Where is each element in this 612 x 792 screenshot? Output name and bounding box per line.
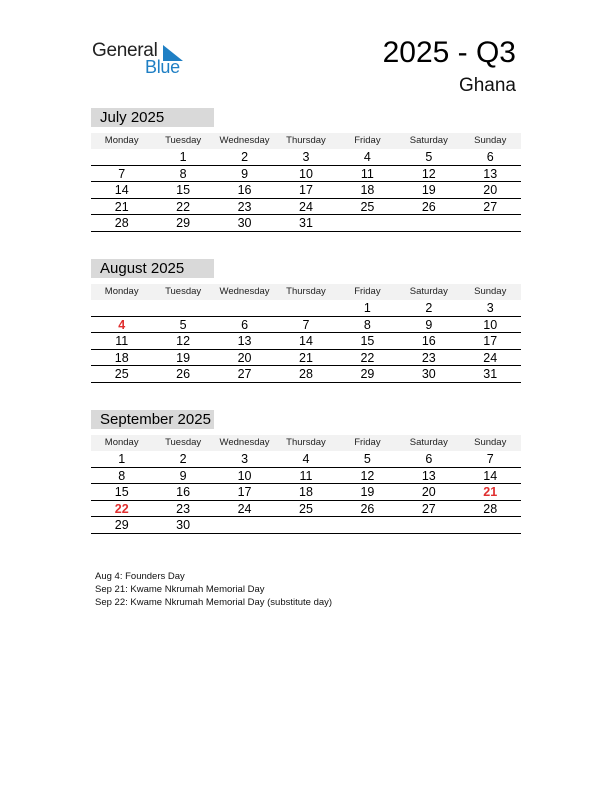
day-cell: 18 [299, 485, 313, 499]
day-cell: 12 [421, 166, 436, 181]
day-cell: 24 [237, 501, 252, 516]
weekday-label: Sunday [474, 135, 507, 146]
weekday-label: Thursday [286, 286, 326, 297]
day-cell: 13 [237, 334, 252, 348]
weekday-label: Saturday [409, 135, 448, 146]
day-cell: 17 [237, 485, 252, 499]
day-cell: 26 [421, 199, 436, 214]
day-cell: 23 [237, 199, 252, 214]
month-title: August 2025 [91, 259, 214, 278]
day-cell: 6 [425, 452, 433, 466]
empty-day-cell [214, 517, 275, 533]
day-cell: 31 [483, 367, 498, 381]
empty-day-cell [337, 517, 398, 533]
day-cell: 30 [176, 518, 191, 532]
day-cell: 1 [363, 301, 371, 315]
day-cell: 6 [486, 150, 494, 164]
day-cell: 17 [483, 334, 498, 348]
day-cell: 5 [425, 150, 433, 164]
day-cell: 22 [114, 501, 129, 516]
day-cell: 25 [114, 367, 129, 381]
weekday-label: Monday [104, 286, 139, 297]
day-cell: 24 [299, 199, 313, 214]
day-cell: 9 [179, 468, 187, 483]
day-cell: 12 [360, 468, 375, 483]
day-cell: 15 [360, 334, 375, 348]
day-cell: 2 [179, 452, 187, 466]
day-cell: 21 [299, 350, 313, 365]
weekday-label: Saturday [409, 437, 448, 448]
day-cell: 14 [483, 468, 498, 483]
weekday-header-row [91, 435, 521, 451]
week-row [91, 333, 521, 350]
day-cell: 20 [483, 183, 498, 197]
weekday-label: Monday [104, 135, 139, 146]
day-cell: 29 [114, 518, 129, 532]
day-cell: 1 [118, 452, 126, 466]
day-cell: 4 [118, 317, 126, 332]
day-cell: 27 [421, 501, 436, 516]
weekday-label: Sunday [474, 437, 507, 448]
day-cell: 7 [486, 452, 494, 466]
day-cell: 11 [299, 468, 313, 483]
day-cell: 13 [483, 166, 498, 181]
month-title: July 2025 [91, 108, 214, 127]
day-cell: 7 [302, 317, 310, 332]
day-cell: 21 [483, 485, 498, 499]
empty-day-cell [214, 300, 275, 316]
day-cell: 10 [483, 317, 498, 332]
weekday-label: Tuesday [165, 437, 202, 448]
holiday-note: Sep 21: Kwame Nkrumah Memorial Day [95, 584, 265, 595]
day-cell: 17 [299, 183, 313, 197]
empty-day-cell [337, 215, 398, 231]
day-cell: 29 [176, 216, 191, 230]
empty-day-cell [275, 517, 336, 533]
day-cell: 2 [241, 150, 249, 164]
week-row [91, 182, 521, 199]
day-cell: 26 [176, 367, 191, 381]
day-cell: 11 [360, 166, 374, 181]
day-cell: 18 [114, 350, 129, 365]
day-cell: 14 [299, 334, 313, 348]
week-row [91, 451, 521, 468]
weekday-label: Thursday [286, 437, 326, 448]
day-cell: 29 [360, 367, 375, 381]
day-cell: 20 [237, 350, 252, 365]
day-cell: 3 [241, 452, 249, 466]
weekday-label: Thursday [286, 135, 326, 146]
day-cell: 19 [176, 350, 191, 365]
day-cell: 16 [237, 183, 252, 197]
empty-day-cell [91, 300, 152, 316]
weekday-label: Friday [354, 437, 381, 448]
day-cell: 25 [360, 199, 375, 214]
day-cell: 21 [114, 199, 129, 214]
day-cell: 8 [179, 166, 187, 181]
week-row [91, 501, 521, 518]
day-cell: 22 [176, 199, 191, 214]
day-cell: 1 [179, 150, 187, 164]
week-row [91, 166, 521, 183]
weekday-header-row [91, 133, 521, 149]
generalblue-logo [92, 40, 202, 80]
day-cell: 2 [425, 301, 433, 315]
day-cell: 24 [483, 350, 498, 365]
day-cell: 15 [114, 485, 129, 499]
month-calendar-august [91, 259, 521, 383]
day-cell: 28 [299, 367, 313, 381]
weekday-label: Friday [354, 286, 381, 297]
day-cell: 19 [360, 485, 375, 499]
day-cell: 28 [114, 216, 129, 230]
week-row [91, 199, 521, 216]
week-row [91, 350, 521, 367]
weekday-label: Wednesday [219, 437, 270, 448]
logo-text-general: General [92, 40, 158, 61]
day-cell: 16 [176, 485, 191, 499]
weekday-label: Wednesday [219, 286, 270, 297]
day-cell: 10 [299, 166, 313, 181]
week-row [91, 484, 521, 501]
day-cell: 25 [299, 501, 313, 516]
day-cell: 30 [421, 367, 436, 381]
month-title: September 2025 [91, 410, 214, 429]
week-row [91, 215, 521, 232]
day-cell: 14 [114, 183, 129, 197]
logo-text-blue: Blue [145, 57, 180, 77]
day-cell: 8 [363, 317, 371, 332]
day-cell: 5 [363, 452, 371, 466]
day-cell: 5 [179, 317, 187, 332]
week-row [91, 149, 521, 166]
weekday-label: Saturday [409, 286, 448, 297]
empty-day-cell [398, 517, 459, 533]
day-cell: 3 [486, 301, 494, 315]
day-cell: 23 [421, 350, 436, 365]
day-cell: 22 [360, 350, 375, 365]
week-row [91, 300, 521, 317]
day-cell: 26 [360, 501, 375, 516]
empty-day-cell [91, 149, 152, 165]
day-cell: 28 [483, 501, 498, 516]
weekday-header-row [91, 284, 521, 300]
holiday-note: Aug 4: Founders Day [95, 571, 185, 582]
empty-day-cell [398, 215, 459, 231]
day-cell: 9 [241, 166, 249, 181]
day-cell: 31 [299, 216, 313, 230]
weekday-label: Monday [104, 437, 139, 448]
holiday-notes [95, 570, 332, 609]
week-row [91, 366, 521, 383]
empty-day-cell [275, 300, 336, 316]
day-cell: 10 [237, 468, 252, 483]
weekday-label: Tuesday [165, 135, 202, 146]
month-calendar-september [91, 410, 521, 534]
empty-day-cell [460, 517, 521, 533]
weekday-label: Sunday [474, 286, 507, 297]
day-cell: 18 [360, 183, 375, 197]
day-cell: 23 [176, 501, 191, 516]
weekday-label: Wednesday [219, 135, 270, 146]
holiday-note: Sep 22: Kwame Nkrumah Memorial Day (substitute day) [95, 597, 333, 608]
day-cell: 27 [237, 367, 252, 381]
weekday-label: Friday [354, 135, 381, 146]
week-row [91, 317, 521, 334]
day-cell: 13 [421, 468, 436, 483]
day-cell: 4 [302, 452, 310, 466]
day-cell: 6 [241, 317, 249, 332]
page-title: 2025 - Q3 [382, 36, 516, 69]
day-cell: 20 [421, 485, 436, 499]
day-cell: 9 [425, 317, 433, 332]
day-cell: 30 [237, 216, 252, 230]
week-row [91, 468, 521, 485]
week-row [91, 517, 521, 534]
day-cell: 15 [176, 183, 191, 197]
empty-day-cell [152, 300, 213, 316]
weekday-label: Tuesday [165, 286, 202, 297]
day-cell: 3 [302, 150, 310, 164]
country-name: Ghana [458, 75, 516, 96]
day-cell: 12 [176, 334, 191, 348]
day-cell: 7 [118, 166, 126, 181]
day-cell: 11 [115, 334, 129, 348]
day-cell: 16 [421, 334, 436, 348]
day-cell: 8 [118, 468, 126, 483]
month-calendar-july [91, 108, 521, 232]
empty-day-cell [460, 215, 521, 231]
day-cell: 19 [421, 183, 436, 197]
day-cell: 27 [483, 199, 498, 214]
day-cell: 4 [363, 150, 371, 164]
